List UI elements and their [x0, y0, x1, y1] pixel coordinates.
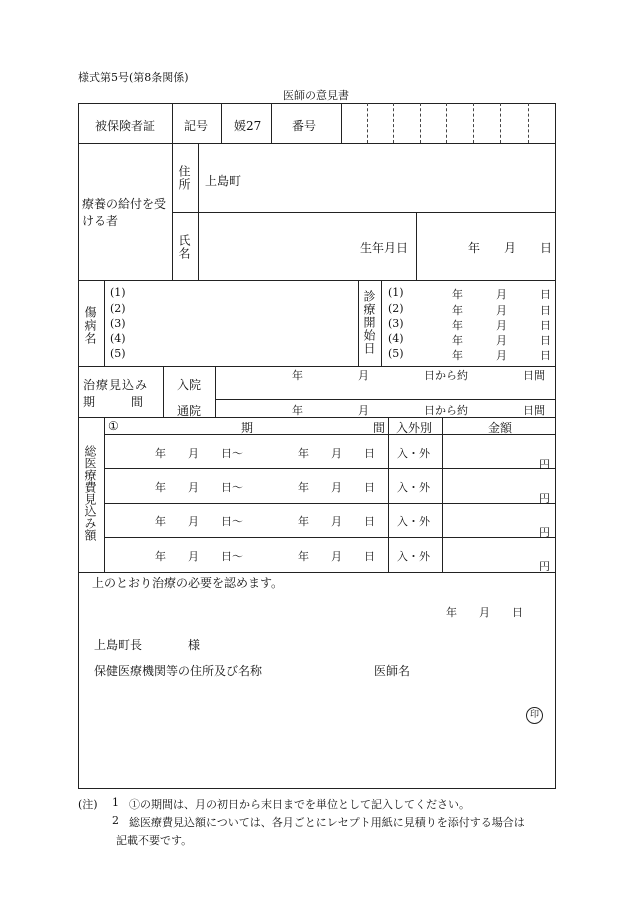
row-divider	[104, 537, 556, 538]
birth-label: 生年月日	[360, 241, 409, 255]
inout-header: 入外別	[396, 421, 433, 435]
birth-format[interactable]: 年 月 日	[468, 241, 553, 255]
col-divider	[104, 280, 105, 366]
injury-item-3[interactable]: (3)	[110, 317, 126, 330]
col-divider	[381, 280, 382, 366]
seal-mark: 印	[526, 707, 543, 724]
cost-row-end[interactable]: 年 月 日	[298, 481, 375, 494]
kigou-label: 記号	[184, 119, 209, 133]
treatment-period-label-1: 治療見込み	[83, 378, 149, 392]
statement-text: 上のとおり治療の必要を認めます。	[92, 576, 284, 590]
form-title: 医師の意見書	[283, 89, 349, 102]
digit-divider	[393, 103, 394, 143]
cost-row-end[interactable]: 年 月 日	[298, 447, 375, 460]
cost-row-inout[interactable]: 入・外	[397, 447, 430, 460]
cost-row-yen: 円	[539, 492, 550, 505]
start-date-label: 診療開始日	[362, 290, 376, 355]
cost-row-end[interactable]: 年 月 日	[298, 550, 375, 563]
start-row-num: (3)	[388, 317, 404, 330]
jusho-value[interactable]: 上島町	[205, 174, 242, 188]
kigou-value[interactable]: 媛27	[234, 119, 262, 133]
start-row-date[interactable]: 年 月 日	[452, 334, 551, 347]
mayor-label: 上島町長	[94, 638, 143, 652]
bango-label: 番号	[292, 119, 317, 133]
start-row-date[interactable]: 年 月 日	[452, 319, 551, 332]
treatment-period-label-2: 期 間	[83, 395, 144, 409]
row-divider	[104, 468, 556, 469]
col-divider	[416, 212, 417, 280]
form-number-label: 様式第5号(第8条関係)	[78, 71, 189, 84]
row-divider	[78, 143, 556, 144]
row-divider	[78, 572, 556, 573]
injury-item-1[interactable]: (1)	[110, 286, 126, 299]
note-1-text: ①の期間は、月の初日から末日までを単位として記入してください。	[129, 798, 470, 811]
sama-label: 様	[188, 638, 201, 652]
period-header-left: 期	[241, 421, 254, 435]
note-2-text-line2: 記載不要です。	[116, 834, 193, 847]
col-divider	[442, 417, 443, 572]
inpatient-period[interactable]: 年 月 日から約 日間	[292, 369, 545, 382]
col-divider	[358, 280, 359, 366]
col-divider	[215, 366, 216, 417]
cost-row-start[interactable]: 年 月 日〜	[155, 447, 243, 460]
cost-row-yen: 円	[539, 560, 550, 573]
note-2-text-line1: 総医療費見込額については、各月ごとにレセプト用紙に見積りを添付する場合は	[129, 816, 525, 829]
start-row-date[interactable]: 年 月 日	[452, 349, 551, 362]
digit-divider	[367, 103, 368, 143]
col-divider	[104, 417, 105, 572]
row-divider	[78, 280, 556, 281]
start-row-num: (4)	[388, 332, 404, 345]
period-number-mark: ①	[108, 419, 119, 433]
cost-label: 総医療費見込み額	[83, 445, 97, 541]
recipient-label: 療養の給付を受ける者	[82, 197, 167, 228]
injury-item-5[interactable]: (5)	[110, 347, 126, 360]
period-header-right: 間	[373, 421, 386, 435]
outpatient-period[interactable]: 年 月 日から約 日間	[292, 404, 545, 417]
cost-row-start[interactable]: 年 月 日〜	[155, 550, 243, 563]
cost-row-yen: 円	[539, 458, 550, 471]
digit-divider	[528, 103, 529, 143]
note-1-number: 1	[112, 796, 119, 809]
injury-item-4[interactable]: (4)	[110, 332, 126, 345]
digit-divider	[473, 103, 474, 143]
cost-row-inout[interactable]: 入・外	[397, 481, 430, 494]
cost-row-start[interactable]: 年 月 日〜	[155, 481, 243, 494]
injury-item-2[interactable]: (2)	[110, 302, 126, 315]
outpatient-label: 通院	[177, 404, 202, 418]
cost-row-start[interactable]: 年 月 日〜	[155, 515, 243, 528]
cost-row-inout[interactable]: 入・外	[397, 515, 430, 528]
start-row-num: (5)	[388, 347, 404, 360]
col-divider	[221, 103, 222, 143]
digit-divider	[500, 103, 501, 143]
start-row-date[interactable]: 年 月 日	[452, 288, 551, 301]
start-row-num: (1)	[388, 286, 404, 299]
col-divider	[172, 143, 173, 280]
start-row-date[interactable]: 年 月 日	[452, 304, 551, 317]
col-divider	[388, 417, 389, 572]
col-divider	[198, 143, 199, 280]
col-divider	[271, 103, 272, 143]
digit-divider	[420, 103, 421, 143]
notes-label: (注)	[78, 798, 98, 811]
cost-row-end[interactable]: 年 月 日	[298, 515, 375, 528]
col-divider	[172, 103, 173, 143]
injury-label: 傷病名	[83, 306, 97, 345]
row-divider	[215, 399, 556, 400]
doctor-name-label: 医師名	[374, 664, 411, 678]
shimei-label: 氏名	[177, 234, 191, 260]
inpatient-label: 入院	[177, 378, 202, 392]
note-2-number: 2	[112, 814, 119, 827]
start-row-num: (2)	[388, 302, 404, 315]
jusho-label: 住所	[177, 165, 191, 191]
cost-row-yen: 円	[539, 526, 550, 539]
cost-row-inout[interactable]: 入・外	[397, 550, 430, 563]
institution-label: 保健医療機関等の住所及び名称	[94, 664, 263, 678]
col-divider	[163, 366, 164, 417]
amount-header: 金額	[488, 421, 513, 435]
row-divider	[172, 212, 556, 213]
digit-divider	[446, 103, 447, 143]
row-divider	[104, 503, 556, 504]
col-divider	[341, 103, 342, 143]
statement-date[interactable]: 年 月 日	[446, 606, 523, 619]
insured-cert-label: 被保険者証	[95, 119, 156, 133]
